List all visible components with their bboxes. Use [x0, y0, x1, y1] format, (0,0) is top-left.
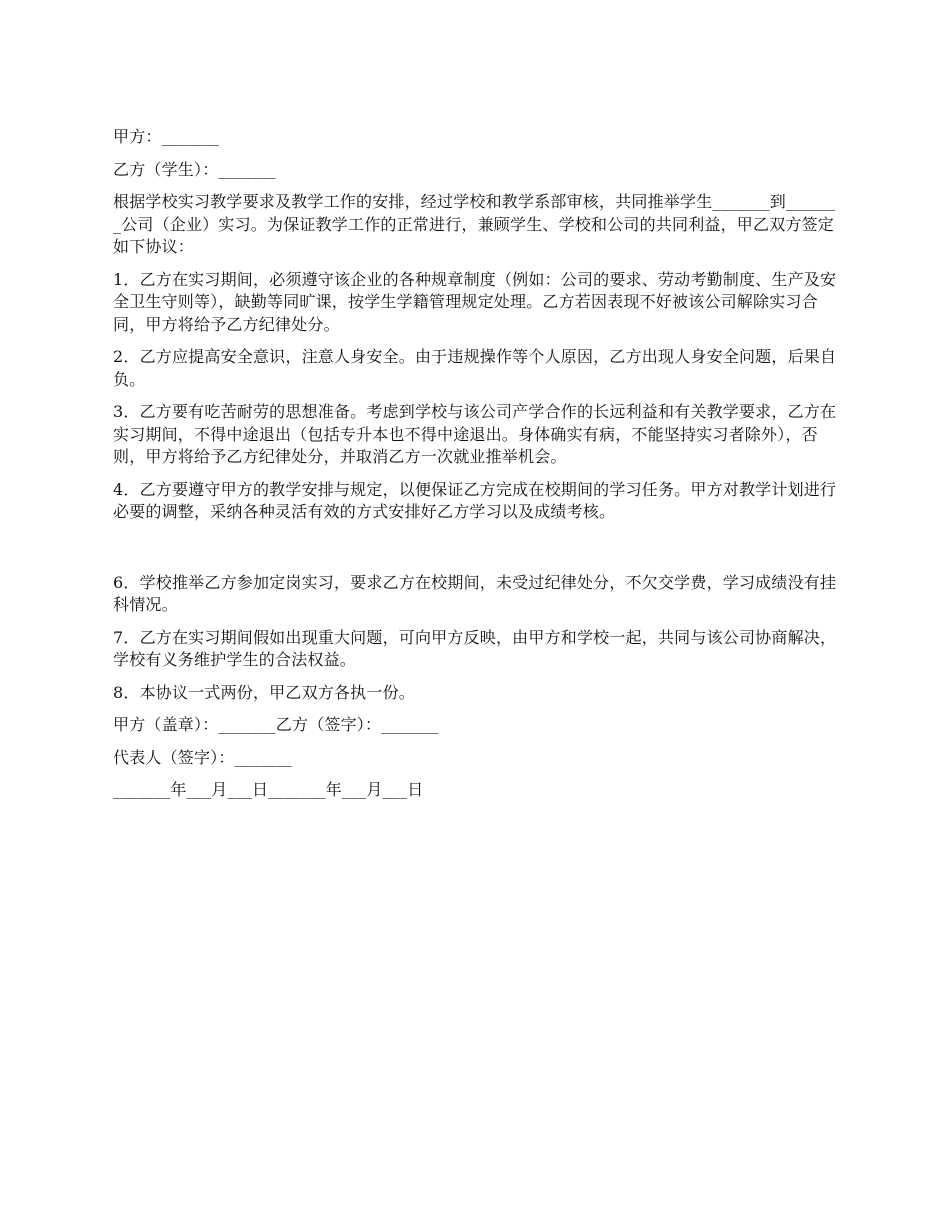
date-line: _______年___月___日_______年___月___日 [113, 780, 424, 799]
blank-gap [113, 534, 839, 572]
clause-8: 8．本协议一式两份，甲乙双方各执一份。 [113, 682, 415, 702]
party-a-line: 甲方：_______ [113, 127, 220, 146]
agreement-body [113, 126, 839, 812]
clause-3: 3．乙方要有吃苦耐劳的思想准备。考虑到学校与该公司产学合作的长远利益和有关教学要求，乙方在实习期间，不得中途退出（包括专升本也不得中途退出。身体确实有病，不能坚持实习者除外），否则，甲方将给予乙方纪律处分，并取消乙方一次就业推举机会。 [113, 402, 837, 466]
signature-seal-line: 甲方（盖章）：_______乙方（签字）：_______ [113, 715, 439, 734]
clause-7: 7．乙方在实习期间假如出现重大问题，可向甲方反映，由甲方和学校一起，共同与该公司协商解决，学校有义务维护学生的合法权益。 [113, 627, 837, 669]
clause-4: 4．乙方要遵守甲方的教学安排与规定，以便保证乙方完成在校期间的学习任务。甲方对教学计划进行必要的调整，采纳各种灵活有效的方式安排好乙方学习以及成绩考核。 [113, 479, 837, 521]
intro-paragraph: 根据学校实习教学要求及教学工作的安排，经过学校和教学系部审核，共同推举学生_______到_______公司（企业）实习。为保证教学工作的正常进行，兼顾学生、学校和公司的共同利益，甲乙双方签定如下协议： [113, 192, 836, 256]
clause-1: 1．乙方在实习期间，必须遵守该企业的各种规章制度（例如：公司的要求、劳动考勤制度、生产及安全卫生守则等），缺勤等同旷课，按学生学籍管理规定处理。乙方若因表现不好被该公司解除实习合同，甲方将给予乙方纪律处分。 [113, 269, 837, 334]
party-b-line: 乙方（学生）：_______ [113, 159, 276, 179]
clause-2: 2．乙方应提高安全意识，注意人身安全。由于违规操作等个人原因，乙方出现人身安全问题，后果自负。 [113, 347, 837, 389]
representative-signature-line: 代表人（签字）：_______ [113, 747, 293, 767]
clause-6: 6．学校推举乙方参加定岗实习，要求乙方在校期间，未受过纪律处分，不欠交学费，学习成绩没有挂科情况。 [113, 572, 837, 614]
